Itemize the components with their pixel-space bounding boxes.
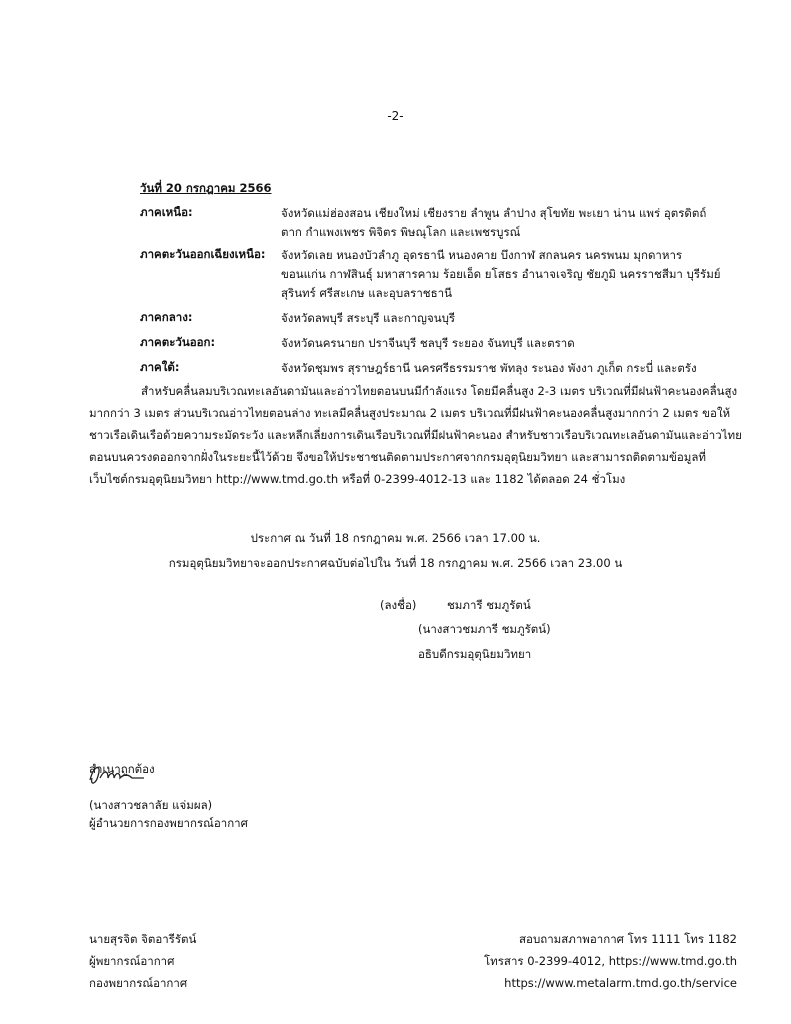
region-line: จังหวัดลพบุรี สระบุรี และกาญจนบุรี [281,311,456,325]
signed-name: ชมภารี ชมภูรัตน์ [447,598,531,612]
signed-prefix: (ลงชื่อ) [380,598,417,612]
region-label-east: ภาคตะวันออก: [140,335,216,349]
forecaster-division: กองพยากรณ์อากาศ [89,976,188,990]
paragraph-line: ชาวเรือเดินเรือด้วยความระมัดระวัง และหลีกเลี่ยงการเดินเรือบริเวณที่มีฝนฟ้าคะนอง สำหรับชาวเรือบริเวณทะเลอันดามันและอ่าวไทย [89,428,742,442]
region-label-northeast: ภาคตะวันออกเฉียงเหนือ: [140,247,266,261]
contact-service-link[interactable]: https://www.metalarm.tmd.go.th/service [504,976,737,990]
signer-position: อธิบดีกรมอุตุนิยมวิทยา [418,647,532,661]
region-line: ตาก กำแพงเพชร พิจิตร พิษณุโลก และเพชรบูรณ์ [281,225,521,239]
certified-copy-name: (นางสาวชลาลัย แจ่มผล) [89,798,213,812]
region-label-south: ภาคใต้: [140,360,180,374]
certified-copy-label: สำเนาถูกต้อง [89,762,155,776]
region-line: สุรินทร์ ศรีสะเกษ และอุบลราชธานี [281,286,452,300]
region-label-central: ภาคกลาง: [140,310,193,324]
footer-forecaster [89,928,196,994]
signer-full-name: (นางสาวชมภารี ชมภูรัตน์) [418,622,551,636]
region-provinces-central [281,309,455,328]
region-label-north: ภาคเหนือ: [140,205,193,219]
region-provinces-north [281,204,706,242]
page-number: -2- [387,109,404,123]
marine-warning-paragraph [89,380,741,490]
region-provinces-south [281,359,697,378]
contact-fax-website[interactable]: โทรสาร 0-2399-4012, https://www.tmd.go.th [484,954,737,968]
region-provinces-northeast [281,246,721,303]
announcement-time: ประกาศ ณ วันที่ 18 กรกฎาคม พ.ศ. 2566 เวลา 17.00 น. [250,531,541,545]
region-line: ขอนแก่น กาฬสินธุ์ มหาสารคาม ร้อยเอ็ด ยโสธร อำนาจเจริญ ชัยภูมิ นครราชสีมา บุรีรัมย์ [281,267,721,281]
region-line: จังหวัดชุมพร สุราษฎร์ธานี นครศรีธรรมราช พัทลุง ระนอง พังงา ภูเก็ต กระบี่ และตรัง [281,361,697,375]
region-line: จังหวัดเลย หนองบัวลำภู อุดรธานี หนองคาย บึงกาฬ สกลนคร นครพนม มุกดาหาร [281,248,683,262]
region-provinces-east [281,334,575,353]
region-line: จังหวัดนครนายก ปราจีนบุรี ชลบุรี ระยอง จันทบุรี และตราด [281,336,575,350]
handwritten-signature [86,760,146,790]
paragraph-line: สำหรับคลื่นลมบริเวณทะเลอันดามันและอ่าวไทยตอนบนมีกำลังแรง โดยมีคลื่นสูง 2-3 เมตร บริเวณที่มีฝนฟ้าคะนองคลื่นสูง [141,384,738,398]
next-issue-notice: กรมอุตุนิยมวิทยาจะออกประกาศฉบับต่อไปใน วันที่ 18 กรกฎาคม พ.ศ. 2566 เวลา 23.00 น [168,556,623,570]
paragraph-line: ตอนบนควรงดออกจากฝั่งในระยะนี้ไว้ด้วย จึงขอให้ประชาชนติดตามประกาศจากกรมอุตุนิยมวิทยา และสามารถติดตามข้อมูลที่ [89,450,707,464]
paragraph-line: มากกว่า 3 เมตร ส่วนบริเวณอ่าวไทยตอนล่าง ทะเลมีคลื่นสูงประมาณ 2 เมตร บริเวณที่มีฝนฟ้าคะนองคลื่นสูงมากกว่า 2 เมตร ขอให้ [89,406,731,420]
certified-copy-position: ผู้อำนวยการกองพยากรณ์อากาศ [89,816,248,830]
contact-phone: สอบถามสภาพอากาศ โทร 1111 โทร 1182 [519,932,737,946]
footer-contact [484,928,737,994]
region-line: จังหวัดแม่ฮ่องสอน เชียงใหม่ เชียงราย ลำพูน ลำปาง สุโขทัย พะเยา น่าน แพร่ อุตรดิตถ์ [281,206,707,220]
paragraph-line: เว็บไซต์กรมอุตุนิยมวิทยา http://www.tmd.go.th หรือที่ 0-2399-4012-13 และ 1182 ได้ตลอด 24 ชั่วโมง [89,472,626,486]
forecaster-title: ผู้พยากรณ์อากาศ [89,954,175,968]
forecast-date-heading: วันที่ 20 กรกฎาคม 2566 [140,181,272,195]
forecaster-name: นายสุรจิต จิตอารีรัตน์ [89,932,197,946]
